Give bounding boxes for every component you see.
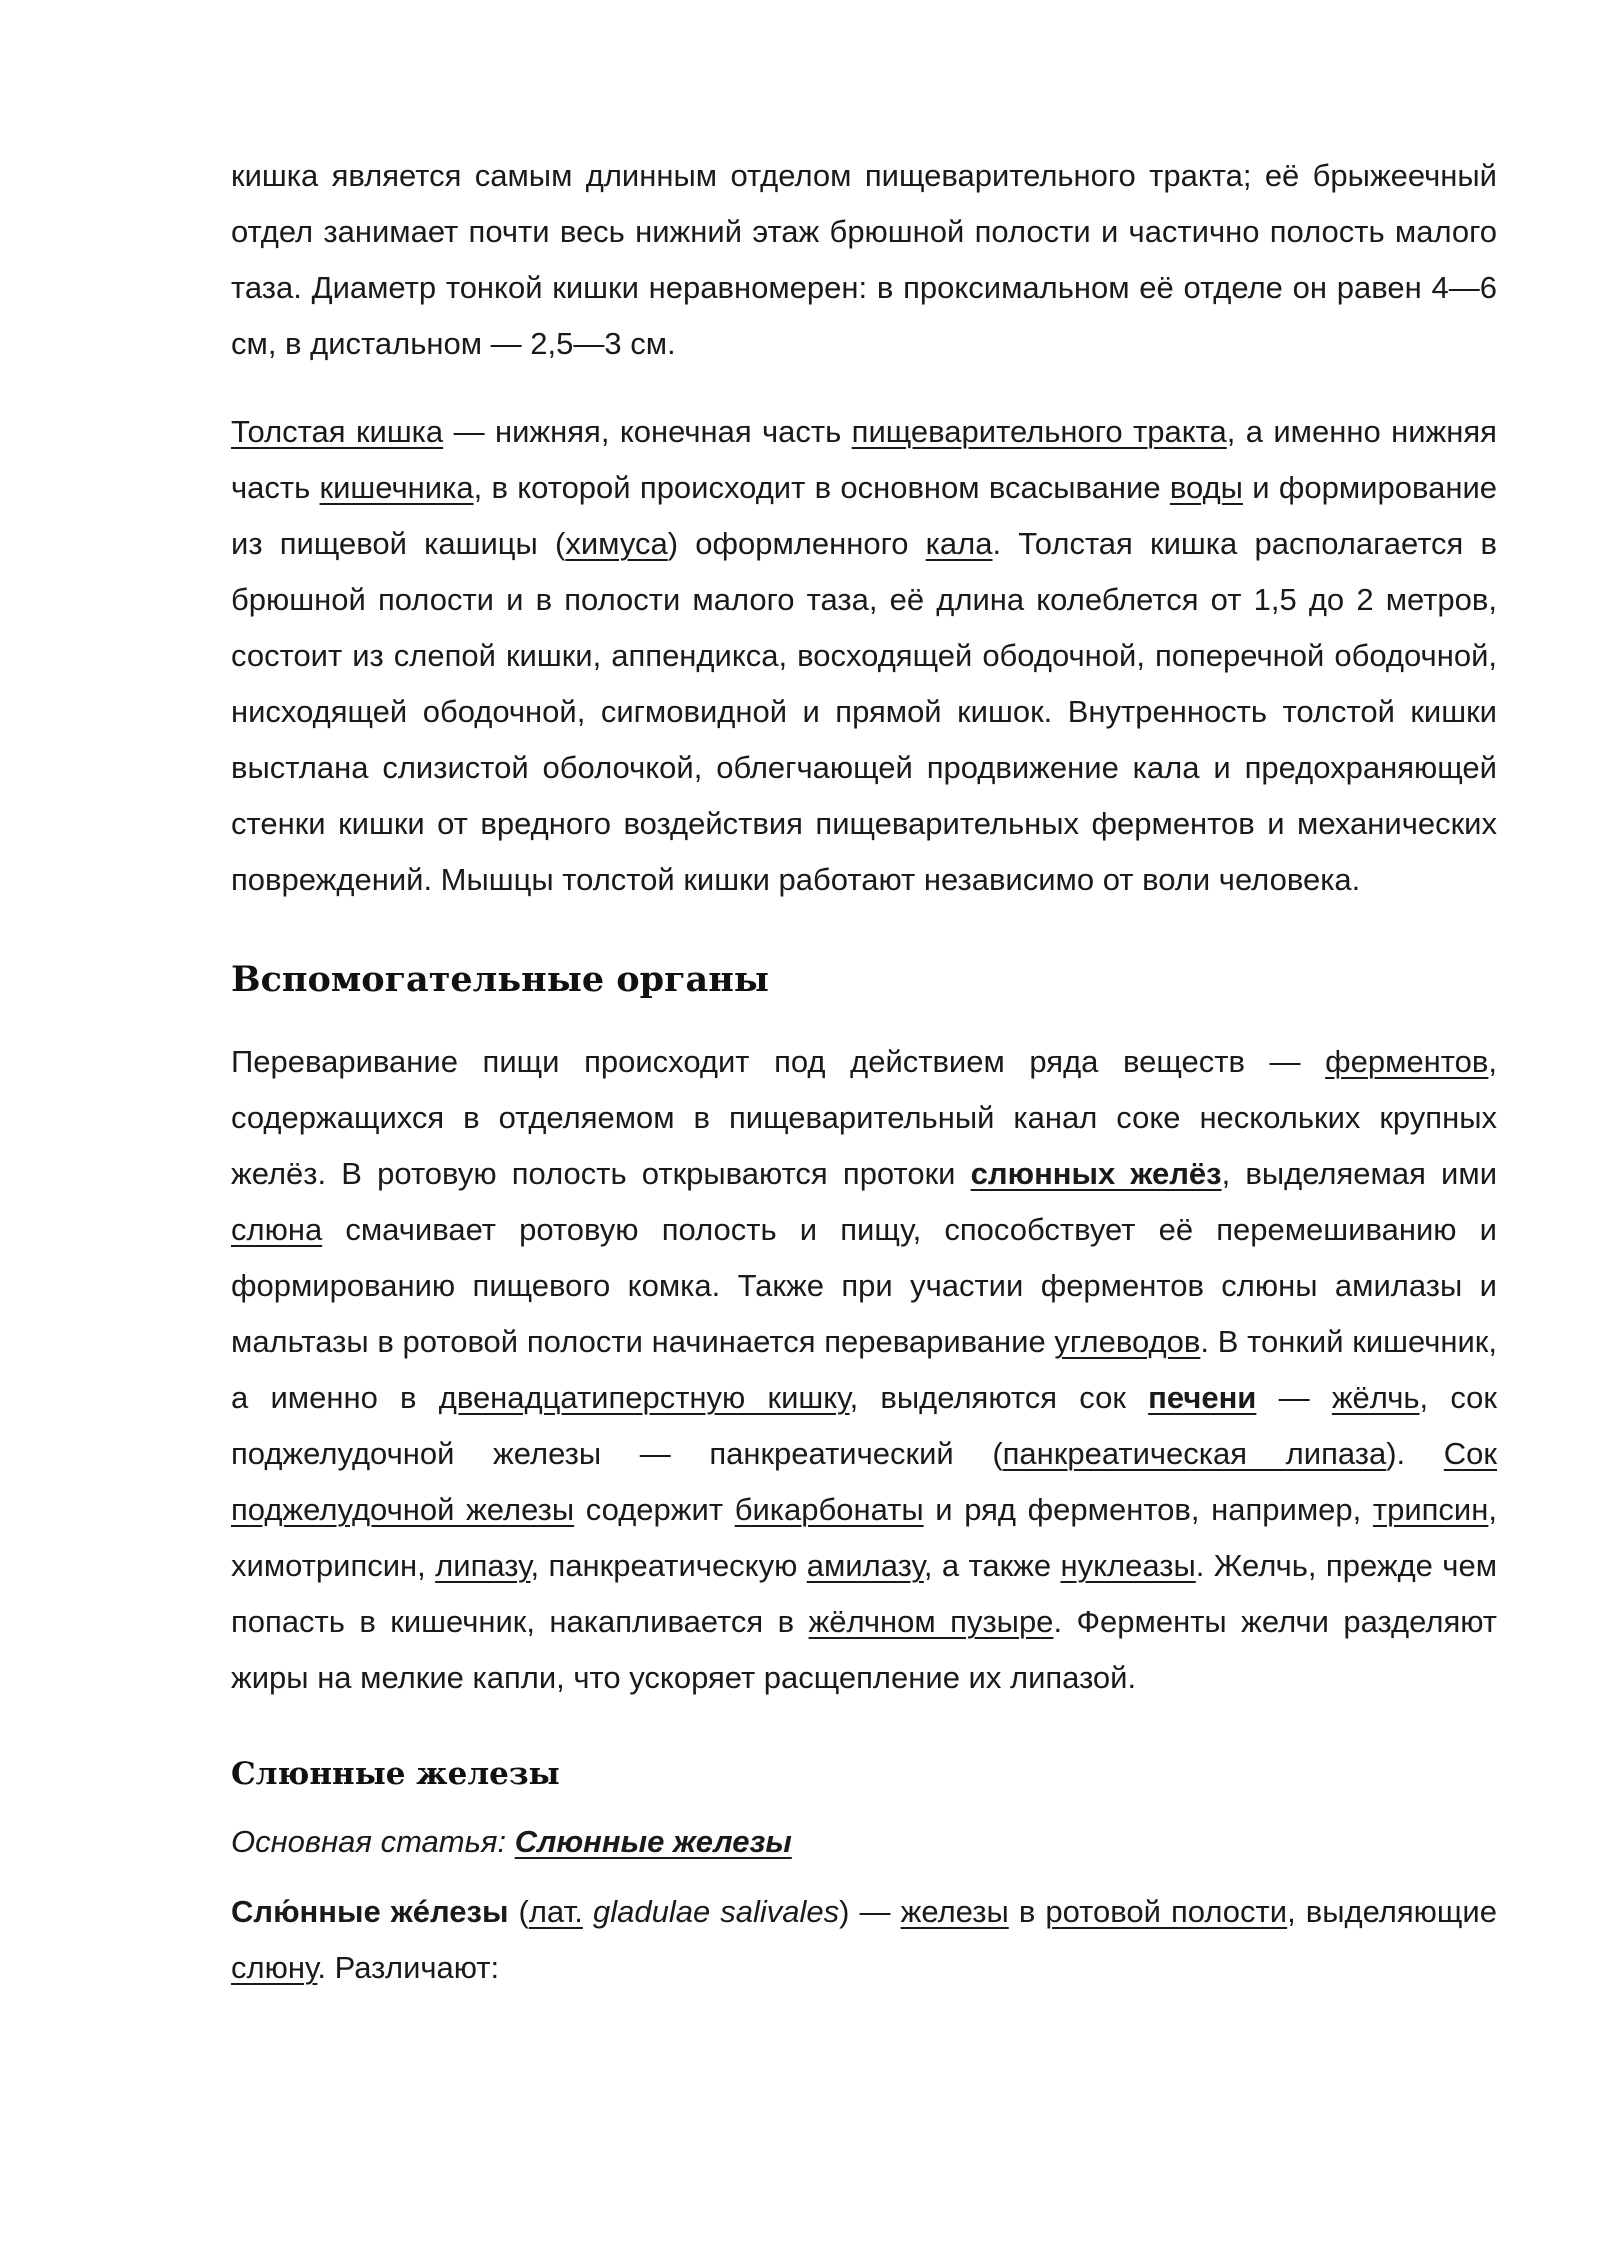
link-latin[interactable]: лат. [528,1894,583,1929]
link-liver[interactable]: печени [1148,1380,1257,1415]
link-bile[interactable]: жёлчь [1331,1380,1420,1415]
link-feces[interactable]: кала [925,526,993,561]
link-chyme[interactable]: химуса [565,526,668,561]
text: — нижняя, конечная часть [443,414,852,449]
document-body [231,148,1497,1996]
paragraph-small-intestine [231,148,1497,372]
paragraph-large-intestine [231,404,1497,908]
link-carbohydrates[interactable]: углеводов [1054,1324,1201,1359]
link-large-intestine[interactable]: Толстая кишка [231,414,444,449]
link-enzymes[interactable]: ферментов [1325,1044,1489,1079]
text: содержит [574,1492,735,1527]
link-digestive-tract[interactable]: пищеварительного тракта [851,414,1227,449]
text: . В тонкий кишечник, а именно в [231,1324,1497,1415]
text: , сок поджелудочной железы — панкреатический ( [231,1380,1497,1471]
text: , панкреатическую [530,1548,807,1583]
link-oral-cavity[interactable]: ротовой полости [1045,1894,1288,1929]
text: , химотрипсин, [231,1492,1497,1583]
text [583,1894,593,1929]
link-saliva-2[interactable]: слюну [231,1950,318,1985]
link-pancreatic-lipase[interactable]: панкреатическая липаза [1002,1436,1387,1471]
section-heading: Вспомогательные органы [231,959,769,1000]
text: . Желчь, прежде чем попасть в кишечник, накапливается в [231,1548,1498,1639]
paragraph-salivary-glands [231,1884,1497,1996]
link-pancreatic-juice[interactable]: Сок поджелудочной железы [231,1436,1497,1527]
text: , а именно нижняя часть [231,414,1497,505]
text: , а также [923,1548,1061,1583]
text: , выделяемая ими [1221,1156,1498,1191]
main-article-note [231,1814,1497,1870]
subsection-heading: Слюнные железы [231,1756,560,1792]
text: ) оформленного [667,526,926,561]
text: ) — [839,1894,901,1929]
paragraph-accessory-organs [231,1034,1497,1706]
term-salivary-glands: Слю́нные жéлезы [231,1894,509,1929]
text: и формирование из пищевой кашицы ( [231,470,1497,561]
text: . Различают: [317,1950,500,1985]
link-bicarbonates[interactable]: бикарбонаты [734,1492,924,1527]
text: , в которой происходит в основном всасывание [473,470,1170,505]
text: смачивает ротовую полость и пищу, способствует её перемешиванию и формированию пищевого комка. Также при участии ферментов слюны амилазы и мальтазы в ротовой полости начинается переваривание [231,1212,1497,1359]
link-glands[interactable]: железы [900,1894,1009,1929]
link-saliva[interactable]: слюна [231,1212,323,1247]
link-intestine[interactable]: кишечника [319,470,474,505]
latin-term: gladulae salivales [592,1894,840,1929]
link-amylase[interactable]: амилазу [806,1548,924,1583]
text: , выделяющие [1287,1894,1497,1929]
link-nucleases[interactable]: нуклеазы [1060,1548,1196,1583]
link-duodenum[interactable]: двенадцатиперстную кишку [438,1380,850,1415]
text: , выделяются сок [849,1380,1149,1415]
main-article-prefix: Основная статья: [231,1824,515,1859]
text: ( [508,1894,529,1929]
link-lipase[interactable]: липазу [435,1548,531,1583]
text: Переваривание пищи происходит под действием ряда веществ — [231,1044,1326,1079]
link-trypsin[interactable]: трипсин [1372,1492,1489,1527]
text: , содержащихся в отделяемом в пищеварительный канал соке нескольких крупных желёз. В ротовую полость открываются протоки [231,1044,1497,1191]
text: ). [1386,1436,1444,1471]
text: в [1008,1894,1046,1929]
paragraph-text: кишка является самым длинным отделом пищеварительного тракта; её брыжеечный отдел занимает почти весь нижний этаж брюшной полости и частично полость малого таза. Диаметр тонкой кишки неравномерен: в проксимальном её отделе он равен 4—6 см, в дистальном — 2,5—3 см. [231,158,1497,361]
link-main-article[interactable]: Слюнные железы [514,1824,792,1859]
link-salivary-glands[interactable]: слюнных желёз [970,1156,1222,1191]
text: и ряд ферментов, например, [923,1492,1373,1527]
link-gallbladder[interactable]: жёлчном пузыре [808,1604,1054,1639]
text: . Ферменты желчи разделяют жиры на мелкие капли, что ускоряет расщепление их липазой. [231,1604,1498,1695]
text: . Толстая кишка располагается в брюшной полости и в полости малого таза, её длина колеблется от 1,5 до 2 метров, состоит из слепой кишки, аппендикса, восходящей ободочной, поперечной ободочной, нисходящей ободочной, сигмовидной и прямой кишок. Внутренность толстой кишки выстлана слизистой оболочкой, облегчающей продвижение кала и предохраняющей стенки кишки от вредного воздействия пищеварительных ферментов и механических повреждений. Мышцы толстой кишки работают независимо от воли человека. [231,526,1498,897]
text: — [1256,1380,1332,1415]
link-water[interactable]: воды [1169,470,1243,505]
